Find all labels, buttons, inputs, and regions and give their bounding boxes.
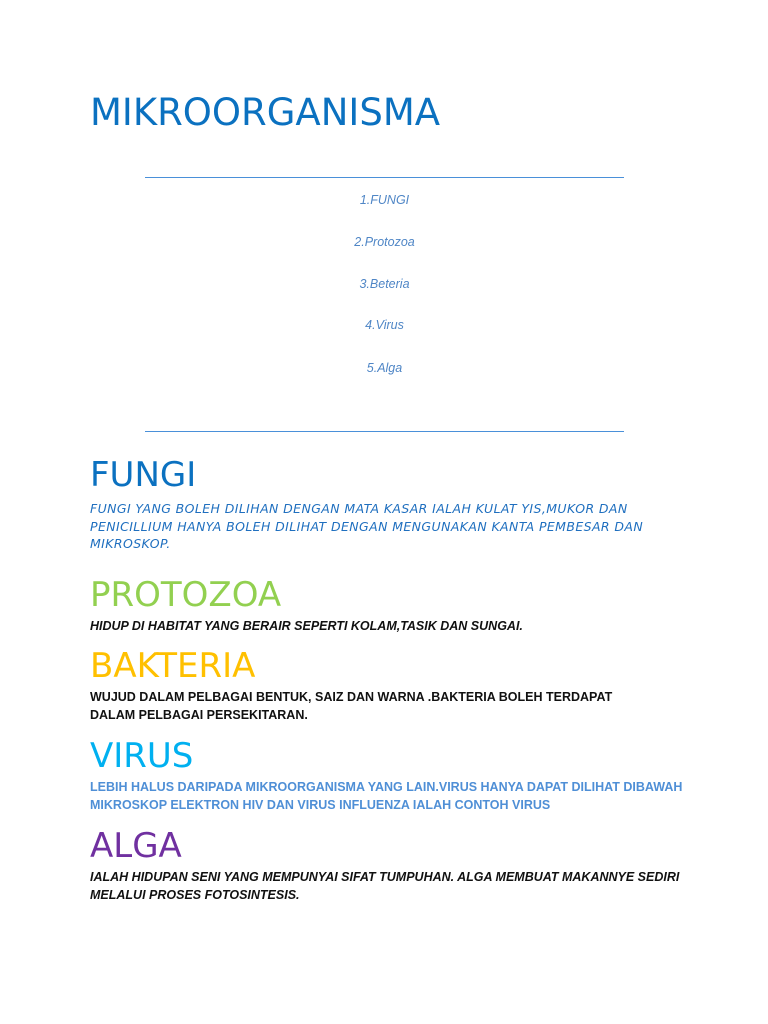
section-heading-bakteria: BAKTERIA	[90, 646, 256, 686]
toc-item-fungi[interactable]: 1.FUNGI	[359, 193, 410, 207]
toc-bottom-rule	[145, 431, 624, 432]
section-heading-protozoa: PROTOZOA	[90, 575, 282, 615]
toc-item-virus[interactable]: 4.Virus	[365, 318, 404, 332]
section-body-alga: IALAH HIDUPAN SENI YANG MEMPUNYAI SIFAT TUMPUHAN. ALGA MEMBUAT MAKANNYE SEDIRI MELALUI PROSES FOTOSINTESIS.	[90, 870, 680, 902]
section-heading-alga: ALGA	[90, 826, 182, 866]
section-body-virus: LEBIH HALUS DARIPADA MIKROORGANISMA YANG LAIN.VIRUS HANYA DAPAT DILIHAT DIBAWAH MIKROSKOP ELEKTRON HIV DAN VIRUS INFLUENZA IALAH CONTOH VIRUS	[90, 780, 683, 812]
section-body-protozoa: HIDUP DI HABITAT YANG BERAIR SEPERTI KOLAM,TASIK DAN SUNGAI.	[90, 619, 523, 633]
section-heading-virus: VIRUS	[90, 736, 194, 776]
document-title: MIKROORGANISMA	[90, 91, 441, 134]
toc-top-rule	[145, 177, 624, 178]
section-body-fungi: FUNGI YANG BOLEH DILIHAN DENGAN MATA KASAR IALAH KULAT YIS,MUKOR DAN PENICILLIUM HANYA BOLEH DILIHAT DENGAN MENGUNAKAN KANTA PEMBESAR DAN MIKROSKOP.	[90, 501, 644, 551]
toc-item-bakteria[interactable]: 3.Beteria	[359, 277, 410, 291]
toc-item-alga[interactable]: 5.Alga	[366, 361, 403, 375]
section-heading-fungi: FUNGI	[90, 455, 197, 495]
toc-item-protozoa[interactable]: 2.Protozoa	[354, 235, 415, 249]
section-body-bakteria: WUJUD DALAM PELBAGAI BENTUK, SAIZ DAN WARNA .BAKTERIA BOLEH TERDAPAT DALAM PELBAGAI PERSEKITARAN.	[90, 690, 613, 722]
